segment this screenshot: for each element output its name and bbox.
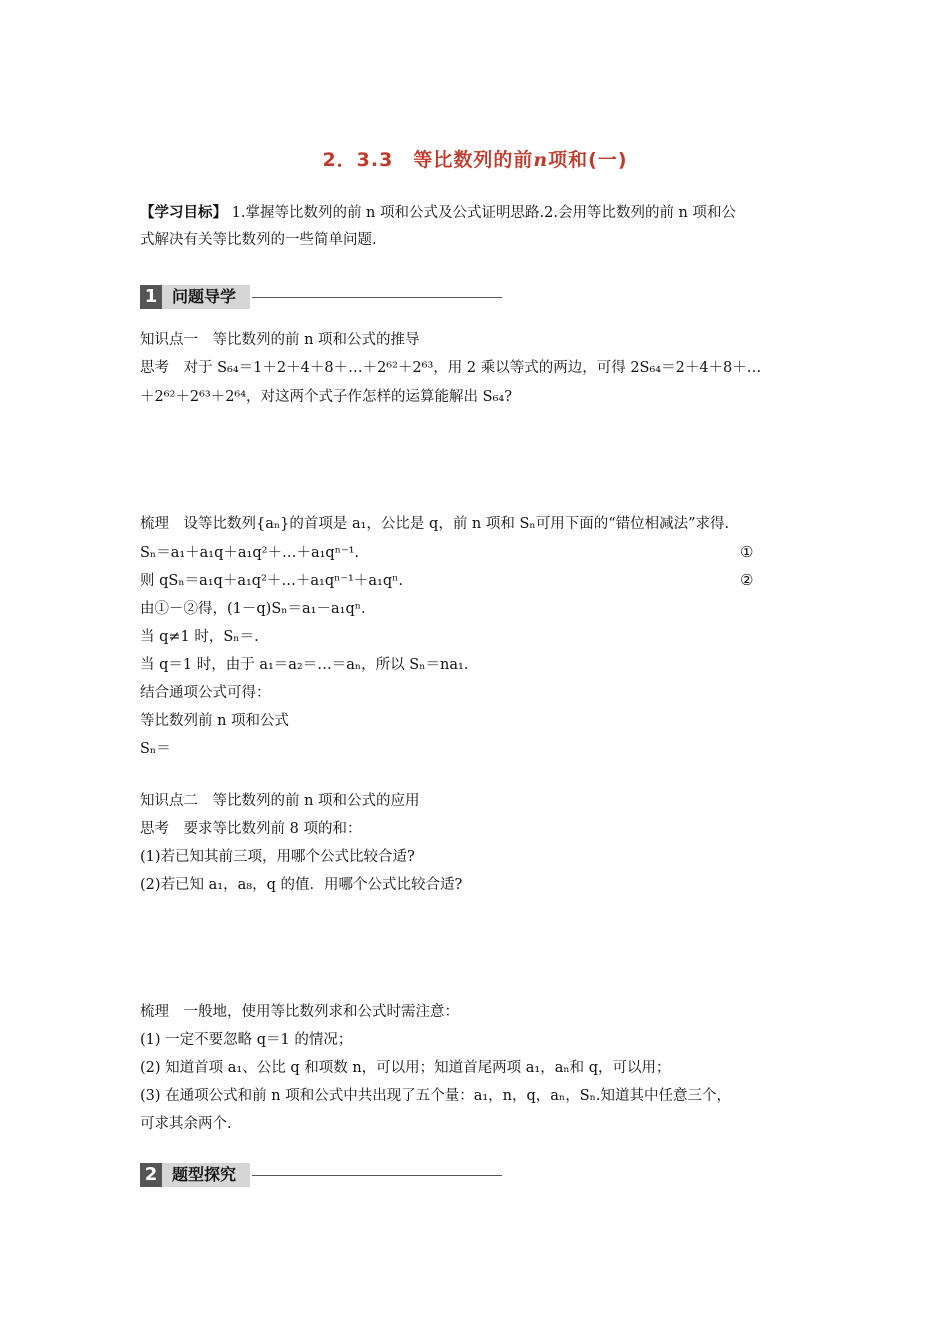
text-line: 当 q≠1 时，Sₙ＝. (140, 629, 259, 645)
text-line: 等比数列前 n 项和公式 (140, 713, 290, 729)
text-line: 知识点二 等比数列的前 n 项和公式的应用 (140, 793, 420, 809)
text-line: (1) 一定不要忽略 q＝1 的情况； (140, 1032, 353, 1048)
objectives-line-1: 【学习目标】 1.掌握等比数列的前 n 项和公式及公式证明思路.2.会用等比数列的前 n 项和公 (140, 204, 736, 221)
text-line: (3) 在通项公式和前 n 项和公式中共出现了五个量：a₁，n，q，aₙ，Sₙ.知道其中任意三个， (140, 1088, 732, 1104)
text-line: 结合通项公式可得： (140, 685, 271, 701)
text-line: 由①－②得，(1－q)Sₙ＝a₁－a₁qⁿ. (140, 601, 366, 617)
text-line: Sₙ＝ (140, 741, 171, 757)
text-line: 梳理 设等比数列{aₙ}的首项是 a₁，公比是 q，前 n 项和 Sₙ可用下面的“错位相减法”求得. (140, 516, 730, 532)
text-line: Sₙ＝a₁＋a₁q＋a₁q²＋…＋a₁qⁿ⁻¹. (140, 545, 360, 561)
text-line: 梳理 一般地，使用等比数列求和公式时需注意： (140, 1004, 459, 1020)
text-line: 思考 对于 S₆₄＝1＋2＋4＋8＋…＋2⁶²＋2⁶³，用 2 乘以等式的两边，可得 2S₆₄＝2＋4＋8＋… (140, 360, 762, 376)
page-title: 2．3.3 等比数列的前n项和(一) (322, 149, 628, 171)
objectives-line-2: 式解决有关等比数列的一些简单问题. (140, 232, 377, 248)
text-line: ＋2⁶²＋2⁶³＋2⁶⁴，对这两个式子作怎样的运算能解出 S₆₄? (140, 389, 512, 405)
text-line: 则 qSₙ＝a₁q＋a₁q²＋…＋a₁qⁿ⁻¹＋a₁qⁿ. (140, 573, 403, 589)
equation-marker: ② (740, 571, 754, 589)
section-header-2 (140, 1162, 502, 1188)
text-line: (2) 知道首项 a₁、公比 q 和项数 n，可以用；知道首尾两项 a₁，aₙ和 q，可以用； (140, 1060, 671, 1076)
text-line: (1)若已知其前三项，用哪个公式比较合适? (140, 849, 415, 865)
section-label: 问题导学 (162, 285, 250, 309)
text-line: 思考 要求等比数列前 8 项的和： (140, 821, 362, 837)
text-line: (2)若已知 a₁，a₈，q 的值．用哪个公式比较合适? (140, 877, 463, 893)
section-header-1 (140, 284, 502, 310)
text-line: 可求其余两个. (140, 1116, 232, 1132)
text-line: 当 q＝1 时，由于 a₁＝a₂＝…＝aₙ，所以 Sₙ＝na₁. (140, 657, 469, 673)
equation-marker: ① (740, 543, 754, 561)
text-line: 知识点一 等比数列的前 n 项和公式的推导 (140, 332, 420, 348)
section-label: 题型探究 (162, 1163, 250, 1187)
section-number: 2 (140, 1163, 162, 1187)
divider (252, 1175, 502, 1176)
section-number: 1 (140, 285, 162, 309)
divider (252, 297, 502, 298)
